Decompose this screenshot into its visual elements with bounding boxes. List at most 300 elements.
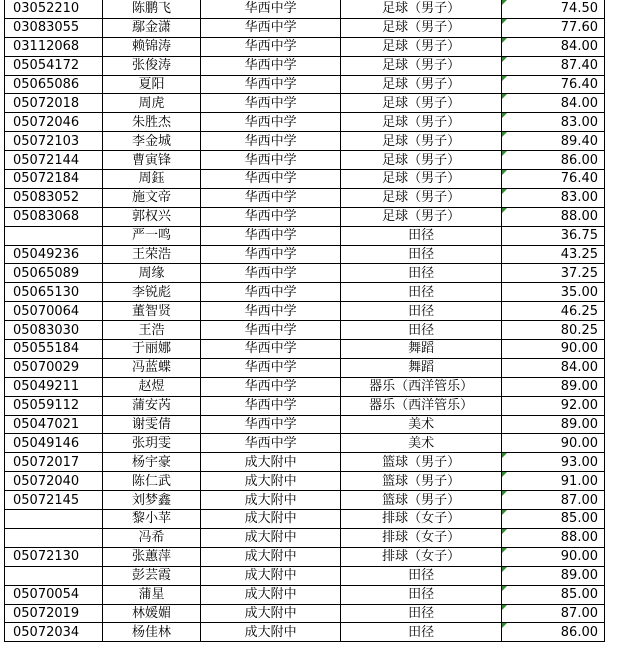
cell-student-id-text: 05049236 xyxy=(13,247,80,263)
cell-score-text: 46.25 xyxy=(560,303,598,319)
cell-student-id[interactable] xyxy=(5,264,103,283)
cell-score[interactable] xyxy=(501,415,604,434)
cell-school[interactable] xyxy=(200,377,340,396)
cell-score[interactable] xyxy=(501,340,604,359)
error-indicator-icon xyxy=(502,57,507,62)
table-row xyxy=(5,510,605,529)
cell-event-text: 足球（男子） xyxy=(382,152,461,168)
cell-event-text: 舞蹈 xyxy=(408,341,435,357)
cell-event-text: 足球（男子） xyxy=(382,20,461,36)
cell-student-id-text: 05072034 xyxy=(13,624,80,640)
cell-school[interactable] xyxy=(200,585,340,604)
cell-student-name-text: 张俊涛 xyxy=(131,58,171,74)
cell-school[interactable] xyxy=(200,188,340,207)
error-indicator-icon xyxy=(502,132,507,137)
cell-score-text: 77.60 xyxy=(560,20,598,36)
cell-student-name[interactable] xyxy=(102,264,200,283)
error-indicator-icon xyxy=(502,76,507,81)
cell-student-name[interactable] xyxy=(102,358,200,377)
cell-event[interactable] xyxy=(341,226,502,245)
cell-student-id[interactable] xyxy=(5,604,103,623)
cell-student-name-text: 蒲星 xyxy=(138,587,165,603)
cell-school-text: 华西中学 xyxy=(244,284,297,300)
cell-event-text: 篮球（男子） xyxy=(382,454,461,470)
cell-event[interactable] xyxy=(341,415,502,434)
cell-event[interactable] xyxy=(341,623,502,642)
cell-school[interactable] xyxy=(200,94,340,113)
cell-student-name[interactable] xyxy=(102,340,200,359)
cell-score[interactable] xyxy=(501,358,604,377)
cell-student-id[interactable] xyxy=(5,226,103,245)
cell-student-name[interactable] xyxy=(102,453,200,472)
cell-score[interactable] xyxy=(501,491,604,510)
cell-score[interactable] xyxy=(501,434,604,453)
cell-event-text: 田径 xyxy=(408,265,435,281)
cell-school-text: 华西中学 xyxy=(244,209,297,225)
cell-score-text: 85.00 xyxy=(560,587,598,603)
cell-student-name[interactable] xyxy=(102,434,200,453)
cell-student-name-text: 刘梦鑫 xyxy=(131,492,171,508)
cell-event[interactable] xyxy=(341,302,502,321)
error-indicator-icon xyxy=(502,548,507,553)
cell-school[interactable] xyxy=(200,623,340,642)
cell-student-id[interactable] xyxy=(5,491,103,510)
cell-student-id-text: 05072046 xyxy=(13,114,80,130)
table-row xyxy=(5,188,605,207)
cell-school[interactable] xyxy=(200,510,340,529)
cell-student-name[interactable] xyxy=(102,396,200,415)
cell-student-name-text: 蒲安芮 xyxy=(131,398,171,414)
cell-event[interactable] xyxy=(341,94,502,113)
spreadsheet-table xyxy=(4,0,605,642)
cell-score[interactable] xyxy=(501,170,604,189)
cell-student-name-text: 曹寅锋 xyxy=(131,152,171,168)
cell-school[interactable] xyxy=(200,245,340,264)
cell-student-id-text: 05049146 xyxy=(13,435,80,451)
cell-score-text: 85.00 xyxy=(560,511,598,527)
cell-event[interactable] xyxy=(341,566,502,585)
cell-score-text: 80.25 xyxy=(560,322,598,338)
cell-school[interactable] xyxy=(200,396,340,415)
cell-score-text: 36.75 xyxy=(560,228,598,244)
cell-school-text: 华西中学 xyxy=(244,190,297,206)
cell-school[interactable] xyxy=(200,453,340,472)
cell-score[interactable] xyxy=(501,132,604,151)
cell-student-name-text: 朱胜杰 xyxy=(131,114,171,130)
cell-student-id[interactable] xyxy=(5,113,103,132)
cell-student-name-text: 赵煜 xyxy=(138,379,165,395)
cell-student-name[interactable] xyxy=(102,113,200,132)
table-row xyxy=(5,358,605,377)
cell-event[interactable] xyxy=(341,188,502,207)
cell-school[interactable] xyxy=(200,113,340,132)
cell-student-name[interactable] xyxy=(102,415,200,434)
cell-score-text: 87.00 xyxy=(560,605,598,621)
cell-score-text: 87.00 xyxy=(560,492,598,508)
cell-school-text: 成大附中 xyxy=(244,492,297,508)
cell-student-name-text: 鄢金潇 xyxy=(131,20,171,36)
cell-score-text: 93.00 xyxy=(560,454,598,470)
table-row xyxy=(5,528,605,547)
cell-score[interactable] xyxy=(501,207,604,226)
error-indicator-icon xyxy=(502,189,507,194)
cell-score-text: 76.40 xyxy=(560,77,598,92)
cell-student-name[interactable] xyxy=(102,566,200,585)
cell-student-id[interactable] xyxy=(5,151,103,170)
cell-school[interactable] xyxy=(200,75,340,94)
table-row xyxy=(5,264,605,283)
cell-student-name-text: 张玥雯 xyxy=(131,435,171,451)
table-row xyxy=(5,56,605,75)
cell-school[interactable] xyxy=(200,415,340,434)
cell-student-id[interactable] xyxy=(5,0,103,18)
cell-student-id[interactable] xyxy=(5,94,103,113)
cell-school-text: 成大附中 xyxy=(244,624,297,640)
cell-student-name-text: 王浩 xyxy=(138,322,165,338)
cell-event[interactable] xyxy=(341,472,502,491)
cell-event[interactable] xyxy=(341,18,502,37)
cell-school[interactable] xyxy=(200,37,340,56)
cell-score[interactable] xyxy=(501,37,604,56)
cell-school[interactable] xyxy=(200,302,340,321)
cell-event[interactable] xyxy=(341,37,502,56)
error-indicator-icon xyxy=(502,453,507,458)
table-row xyxy=(5,566,605,585)
cell-student-id-text: 05065089 xyxy=(13,265,80,281)
table-row xyxy=(5,377,605,396)
error-indicator-icon xyxy=(502,491,507,496)
cell-student-name[interactable] xyxy=(102,472,200,491)
cell-school[interactable] xyxy=(200,358,340,377)
cell-event-text: 田径 xyxy=(408,228,435,244)
cell-score-text: 88.00 xyxy=(560,209,598,225)
cell-student-name[interactable] xyxy=(102,151,200,170)
cell-event[interactable] xyxy=(341,434,502,453)
cell-student-id[interactable] xyxy=(5,377,103,396)
cell-school-text: 成大附中 xyxy=(244,454,297,470)
cell-student-id-text: 05049211 xyxy=(13,379,80,395)
error-indicator-icon xyxy=(502,472,507,477)
cell-event[interactable] xyxy=(341,151,502,170)
cell-student-name-text: 赖锦涛 xyxy=(131,39,171,55)
cell-score[interactable] xyxy=(501,528,604,547)
cell-event[interactable] xyxy=(341,321,502,340)
cell-event[interactable] xyxy=(341,453,502,472)
cell-school[interactable] xyxy=(200,604,340,623)
cell-event[interactable] xyxy=(341,113,502,132)
cell-score[interactable] xyxy=(501,377,604,396)
table-row xyxy=(5,340,605,359)
cell-school-text: 成大附中 xyxy=(244,549,297,565)
cell-score-text: 43.25 xyxy=(560,247,598,263)
table-row xyxy=(5,75,605,94)
cell-score[interactable] xyxy=(501,94,604,113)
cell-student-name[interactable] xyxy=(102,56,200,75)
error-indicator-icon xyxy=(502,605,507,610)
cell-event[interactable] xyxy=(341,132,502,151)
cell-score[interactable] xyxy=(501,453,604,472)
cell-student-id[interactable] xyxy=(5,75,103,94)
cell-event-text: 舞蹈 xyxy=(408,360,435,376)
cell-student-name[interactable] xyxy=(102,188,200,207)
cell-event-text: 器乐（西洋管乐） xyxy=(369,379,474,395)
cell-score[interactable] xyxy=(501,566,604,585)
cell-event[interactable] xyxy=(341,75,502,94)
cell-score-text: 89.00 xyxy=(560,568,598,584)
cell-school[interactable] xyxy=(200,18,340,37)
cell-score[interactable] xyxy=(501,604,604,623)
cell-school-text: 华西中学 xyxy=(244,322,297,338)
cell-student-id[interactable] xyxy=(5,547,103,566)
cell-student-name[interactable] xyxy=(102,207,200,226)
cell-school[interactable] xyxy=(200,151,340,170)
cell-student-name[interactable] xyxy=(102,94,200,113)
cell-event[interactable] xyxy=(341,207,502,226)
cell-school[interactable] xyxy=(200,170,340,189)
cell-score[interactable] xyxy=(501,472,604,491)
cell-school-text: 华西中学 xyxy=(244,247,297,263)
cell-student-id-text: 05083030 xyxy=(13,322,80,338)
cell-event[interactable] xyxy=(341,604,502,623)
cell-score-text: 76.40 xyxy=(560,171,598,187)
cell-school[interactable] xyxy=(200,321,340,340)
cell-student-name[interactable] xyxy=(102,283,200,302)
cell-event-text: 田径 xyxy=(408,605,435,621)
cell-student-id-text: 05072130 xyxy=(13,549,80,565)
error-indicator-icon xyxy=(502,529,507,534)
cell-student-id[interactable] xyxy=(5,415,103,434)
cell-student-name[interactable] xyxy=(102,321,200,340)
cell-student-id[interactable] xyxy=(5,472,103,491)
cell-score[interactable] xyxy=(501,113,604,132)
cell-score[interactable] xyxy=(501,510,604,529)
cell-score-text: 84.00 xyxy=(560,39,598,55)
cell-event[interactable] xyxy=(341,585,502,604)
cell-student-id[interactable] xyxy=(5,302,103,321)
cell-score[interactable] xyxy=(501,151,604,170)
cell-school[interactable] xyxy=(200,434,340,453)
cell-student-name[interactable] xyxy=(102,585,200,604)
cell-score[interactable] xyxy=(501,226,604,245)
cell-score[interactable] xyxy=(501,585,604,604)
cell-event-text: 篮球（男子） xyxy=(382,492,461,508)
table-row xyxy=(5,396,605,415)
cell-student-id[interactable] xyxy=(5,132,103,151)
cell-event[interactable] xyxy=(341,528,502,547)
cell-student-id-text: 03112068 xyxy=(13,39,80,55)
cell-student-name-text: 周虎 xyxy=(138,95,165,111)
table-row xyxy=(5,547,605,566)
cell-school-text: 华西中学 xyxy=(244,360,297,376)
cell-score[interactable] xyxy=(501,302,604,321)
cell-student-id-text: 05072184 xyxy=(13,171,80,187)
cell-event-text: 排球（女子） xyxy=(382,530,461,546)
cell-event[interactable] xyxy=(341,0,502,18)
cell-school-text: 华西中学 xyxy=(244,95,297,111)
cell-student-id[interactable] xyxy=(5,321,103,340)
cell-student-name-text: 李锐彪 xyxy=(131,284,171,300)
cell-event-text: 美术 xyxy=(408,435,435,451)
cell-school[interactable] xyxy=(200,528,340,547)
cell-student-name[interactable] xyxy=(102,75,200,94)
cell-school-text: 华西中学 xyxy=(244,435,297,451)
cell-school-text: 华西中学 xyxy=(244,228,297,244)
error-indicator-icon xyxy=(502,38,507,43)
cell-event[interactable] xyxy=(341,377,502,396)
cell-school-text: 华西中学 xyxy=(244,398,297,414)
cell-student-id[interactable] xyxy=(5,510,103,529)
cell-event[interactable] xyxy=(341,245,502,264)
cell-student-id[interactable] xyxy=(5,358,103,377)
cell-score-text: 90.00 xyxy=(560,435,598,451)
table-row xyxy=(5,434,605,453)
cell-event[interactable] xyxy=(341,56,502,75)
cell-student-name[interactable] xyxy=(102,37,200,56)
cell-school[interactable] xyxy=(200,283,340,302)
cell-score[interactable] xyxy=(501,245,604,264)
cell-event-text: 篮球（男子） xyxy=(382,473,461,489)
cell-event[interactable] xyxy=(341,396,502,415)
error-indicator-icon xyxy=(502,94,507,99)
cell-school[interactable] xyxy=(200,56,340,75)
cell-student-id[interactable] xyxy=(5,188,103,207)
cell-student-id[interactable] xyxy=(5,396,103,415)
cell-score-text: 87.40 xyxy=(560,58,598,74)
table-row xyxy=(5,302,605,321)
cell-school[interactable] xyxy=(200,132,340,151)
cell-student-name[interactable] xyxy=(102,0,200,18)
cell-school[interactable] xyxy=(200,340,340,359)
cell-student-name[interactable] xyxy=(102,528,200,547)
cell-student-id[interactable] xyxy=(5,207,103,226)
cell-student-id[interactable] xyxy=(5,340,103,359)
cell-school[interactable] xyxy=(200,207,340,226)
cell-score[interactable] xyxy=(501,75,604,94)
cell-school[interactable] xyxy=(200,264,340,283)
cell-school[interactable] xyxy=(200,547,340,566)
cell-student-name[interactable] xyxy=(102,604,200,623)
cell-event-text: 足球（男子） xyxy=(382,39,461,55)
cell-score[interactable] xyxy=(501,396,604,415)
cell-student-name[interactable] xyxy=(102,547,200,566)
cell-student-id[interactable] xyxy=(5,585,103,604)
cell-event-text: 田径 xyxy=(408,322,435,338)
cell-event[interactable] xyxy=(341,340,502,359)
cell-score-text: 92.00 xyxy=(560,398,598,414)
cell-student-id[interactable] xyxy=(5,528,103,547)
cell-school-text: 成大附中 xyxy=(244,530,297,546)
cell-event-text: 足球（男子） xyxy=(382,209,461,225)
spreadsheet-body xyxy=(5,0,605,642)
cell-student-name-text: 陈鹏飞 xyxy=(131,1,171,17)
cell-student-name-text: 周鈺 xyxy=(138,171,165,187)
cell-event[interactable] xyxy=(341,264,502,283)
cell-student-id[interactable] xyxy=(5,18,103,37)
cell-student-name-text: 严一鸣 xyxy=(131,228,171,244)
cell-event[interactable] xyxy=(341,358,502,377)
cell-student-id[interactable] xyxy=(5,170,103,189)
cell-student-id[interactable] xyxy=(5,245,103,264)
cell-student-name[interactable] xyxy=(102,623,200,642)
cell-score[interactable] xyxy=(501,56,604,75)
cell-score[interactable] xyxy=(501,264,604,283)
cell-score[interactable] xyxy=(501,0,604,18)
cell-student-name[interactable] xyxy=(102,170,200,189)
cell-score[interactable] xyxy=(501,188,604,207)
cell-student-name-text: 郭权兴 xyxy=(131,209,171,225)
cell-event-text: 足球（男子） xyxy=(382,95,461,111)
cell-event[interactable] xyxy=(341,283,502,302)
error-indicator-icon xyxy=(502,113,507,118)
cell-score[interactable] xyxy=(501,18,604,37)
cell-student-name-text: 周缘 xyxy=(138,265,165,281)
table-row xyxy=(5,321,605,340)
table-row xyxy=(5,170,605,189)
cell-student-id[interactable] xyxy=(5,623,103,642)
cell-event[interactable] xyxy=(341,547,502,566)
cell-student-name[interactable] xyxy=(102,245,200,264)
cell-student-name[interactable] xyxy=(102,132,200,151)
cell-student-id-text: 05059112 xyxy=(13,398,80,414)
cell-student-name-text: 董智贤 xyxy=(131,303,171,319)
cell-score-text: 90.00 xyxy=(560,341,598,357)
cell-event[interactable] xyxy=(341,491,502,510)
cell-school[interactable] xyxy=(200,491,340,510)
cell-event[interactable] xyxy=(341,170,502,189)
table-row xyxy=(5,207,605,226)
cell-student-id-text: 05072103 xyxy=(13,133,80,149)
cell-student-id[interactable] xyxy=(5,56,103,75)
cell-student-name[interactable] xyxy=(102,302,200,321)
cell-event[interactable] xyxy=(341,510,502,529)
cell-student-id-text: 05072017 xyxy=(13,454,80,470)
cell-school-text: 成大附中 xyxy=(244,473,297,489)
cell-student-id[interactable] xyxy=(5,37,103,56)
cell-score[interactable] xyxy=(501,623,604,642)
cell-student-id-text: 05070064 xyxy=(13,303,80,319)
cell-student-id[interactable] xyxy=(5,434,103,453)
cell-student-name[interactable] xyxy=(102,510,200,529)
cell-student-id[interactable] xyxy=(5,566,103,585)
cell-school[interactable] xyxy=(200,472,340,491)
cell-student-id[interactable] xyxy=(5,453,103,472)
cell-student-id-text: 05083068 xyxy=(13,209,80,225)
table-row xyxy=(5,604,605,623)
cell-school-text: 华西中学 xyxy=(244,341,297,357)
cell-score-text: 91.00 xyxy=(560,473,598,489)
error-indicator-icon xyxy=(502,208,507,213)
cell-score[interactable] xyxy=(501,547,604,566)
cell-score[interactable] xyxy=(501,283,604,302)
cell-student-name[interactable] xyxy=(102,491,200,510)
cell-school-text: 华西中学 xyxy=(244,77,297,92)
cell-school[interactable] xyxy=(200,566,340,585)
cell-score-text: 83.00 xyxy=(560,190,598,206)
table-row xyxy=(5,132,605,151)
cell-student-name[interactable] xyxy=(102,226,200,245)
table-row xyxy=(5,491,605,510)
cell-school[interactable] xyxy=(200,0,340,18)
cell-school[interactable] xyxy=(200,226,340,245)
cell-student-name-text: 夏阳 xyxy=(138,77,165,92)
table-row xyxy=(5,623,605,642)
cell-student-name[interactable] xyxy=(102,18,200,37)
cell-score[interactable] xyxy=(501,321,604,340)
cell-student-id[interactable] xyxy=(5,283,103,302)
cell-student-name[interactable] xyxy=(102,377,200,396)
cell-student-name-text: 于丽娜 xyxy=(131,341,171,357)
cell-student-id-text: 05047021 xyxy=(13,417,80,433)
